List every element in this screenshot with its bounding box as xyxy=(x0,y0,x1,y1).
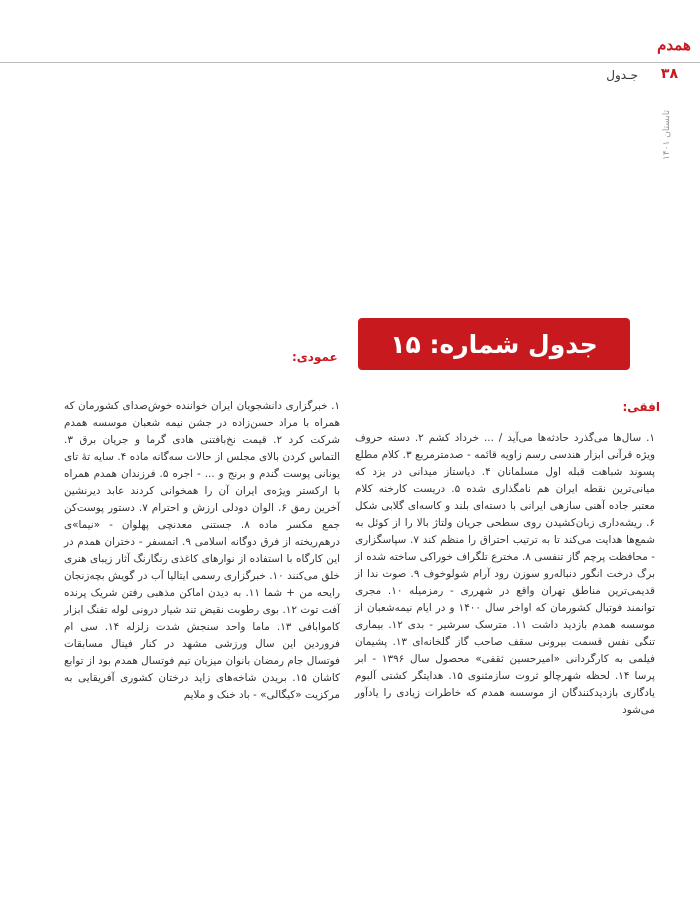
down-clues-column xyxy=(64,398,340,704)
down-clues-text: ۱. خبرگزاری دانشجویان ایران خواننده خوش‌صدای کشورمان که همراه با مراد حسن‌زاده در جشن نیمه شعبان موسسه همدم شرکت کرد ۲. قیمت نخ‌بافتنی هادی گرما و جریان برق ۳. التماس کردن بالای مجلس از حالات سه‌گانه ماده ۴. سایه تهٔ تای یونانی پوست گندم و برنج و ... - اجره ۵. فرزندان همدم همراه با ارکستر ویژه‌ی ایران آن را همخوانی کردند عابد دیرنشین آخرین رمق ۶. الوان دودلی ارزش و احترام ۷. دستور پوست‌کن جمع مکسر ماده ۸. جستنی معدنچی پهلوان - «نیما»ی درهم‌ریخته از فرق دوگانه اسلامی ۹. اتمسفر - دختران همدم در این کارگاه با استفاده از نوارهای کاغذی رنگارنگ آثار زیبای هنری خلق می‌کنند ۱۰. خبرگزاری رسمی ایتالیا آب در گویش بچه‌زنجان رایحه من + شما ۱۱. به دیدن اماکن مذهبی رفتن شریک پرنده آفت توت ۱۲. بوی رطوبت نقیض تند شیار درونی لوله تفنگ ابزار کاموابافی ۱۳. ماما واحد سنجش شدت زلزله ۱۴. سی ام فروردین این سال ورزشی مشهد در کنار فینال مسابقات فوتسال جام رمضان بانوان میزبان تیم فوتسال همدم بود از توابع کاشان ۱۵. بریدن شاخه‌های زاید درختان کشوری آفریقایی به مرکزیت «کیگالی» - باد خنک و ملایم xyxy=(64,400,341,701)
page-number: ۳۸ xyxy=(660,66,678,82)
magazine-logo: همدم xyxy=(657,36,691,54)
across-clues-column xyxy=(355,430,655,719)
across-clues-text: ۱. سال‌ها می‌گذرد حادثه‌ها می‌آید / ... خرداد کشم ۲. دسته حروف ویژه قرآنی ابزار هندسی رسم زاویه قائمه - صدمترمربع ۳. کلام مطلع پسوند شباهت قبله اول مسلمانان ۴. دیاستاز میدانی در یزد که میانی‌ترین نقطه ایران هم نامگذاری شده ۵. دریست کارخنه کلام معتبر جاده آهنی سازهی ایرانی با دسته‌ای بلند و کاسه‌ای گلابی شکل ۶. ریشه‌داری زبان‌کشیدن روی سطحی جریان ولتاژ بالا را از کوئل به شمع‌ها هدایت می‌کند تا به ترتیب احتراق را منظم کند ۷. سپاسگزاری - محافظت پرچم گاز تنفسی ۸. مخترع تلگراف خوراکی ساخته شده از برگ درخت انگور دنباله‌رو سوزن رود آرام شولوخوف ۹. صوت ندا از قدیمی‌ترین مناطق تهران واقع در شهرری - رمزمیله ۱۰. مجری توانمند فوتبال کشورمان که اواخر سال ۱۴۰۰ و در ایام نیمه‌شعبان از موسسه همدم بازدید داشت ۱۱. مترسک سرشیر - بدی ۱۲. بیماری تنگی نفس قسمت بیرونی سقف صاحب گاز گلخانه‌ای ۱۳. پشیمان فیلمی به کارگردانی «امیرحسین ثقفی» محصول سال ۱۳۹۶ - ابر پرسا ۱۴. لحظه شهرچالو ثروت سازمثنوی ۱۵. هدایتگر کشتی آلبوم یادگاری بازدیدکنندگان از موسسه همدم که خاطرات زیادی را یادآور می‌شود xyxy=(355,432,655,716)
puzzle-title: جدول شماره: ۱۵ xyxy=(390,329,598,359)
section-label: جـدول xyxy=(606,68,638,82)
header-divider xyxy=(0,62,700,63)
puzzle-title-banner xyxy=(358,318,630,370)
issue-date: تابستان ۱۴۰۱ xyxy=(662,109,672,161)
across-heading: افقی: xyxy=(622,400,660,414)
down-heading: عمودی: xyxy=(292,350,338,364)
